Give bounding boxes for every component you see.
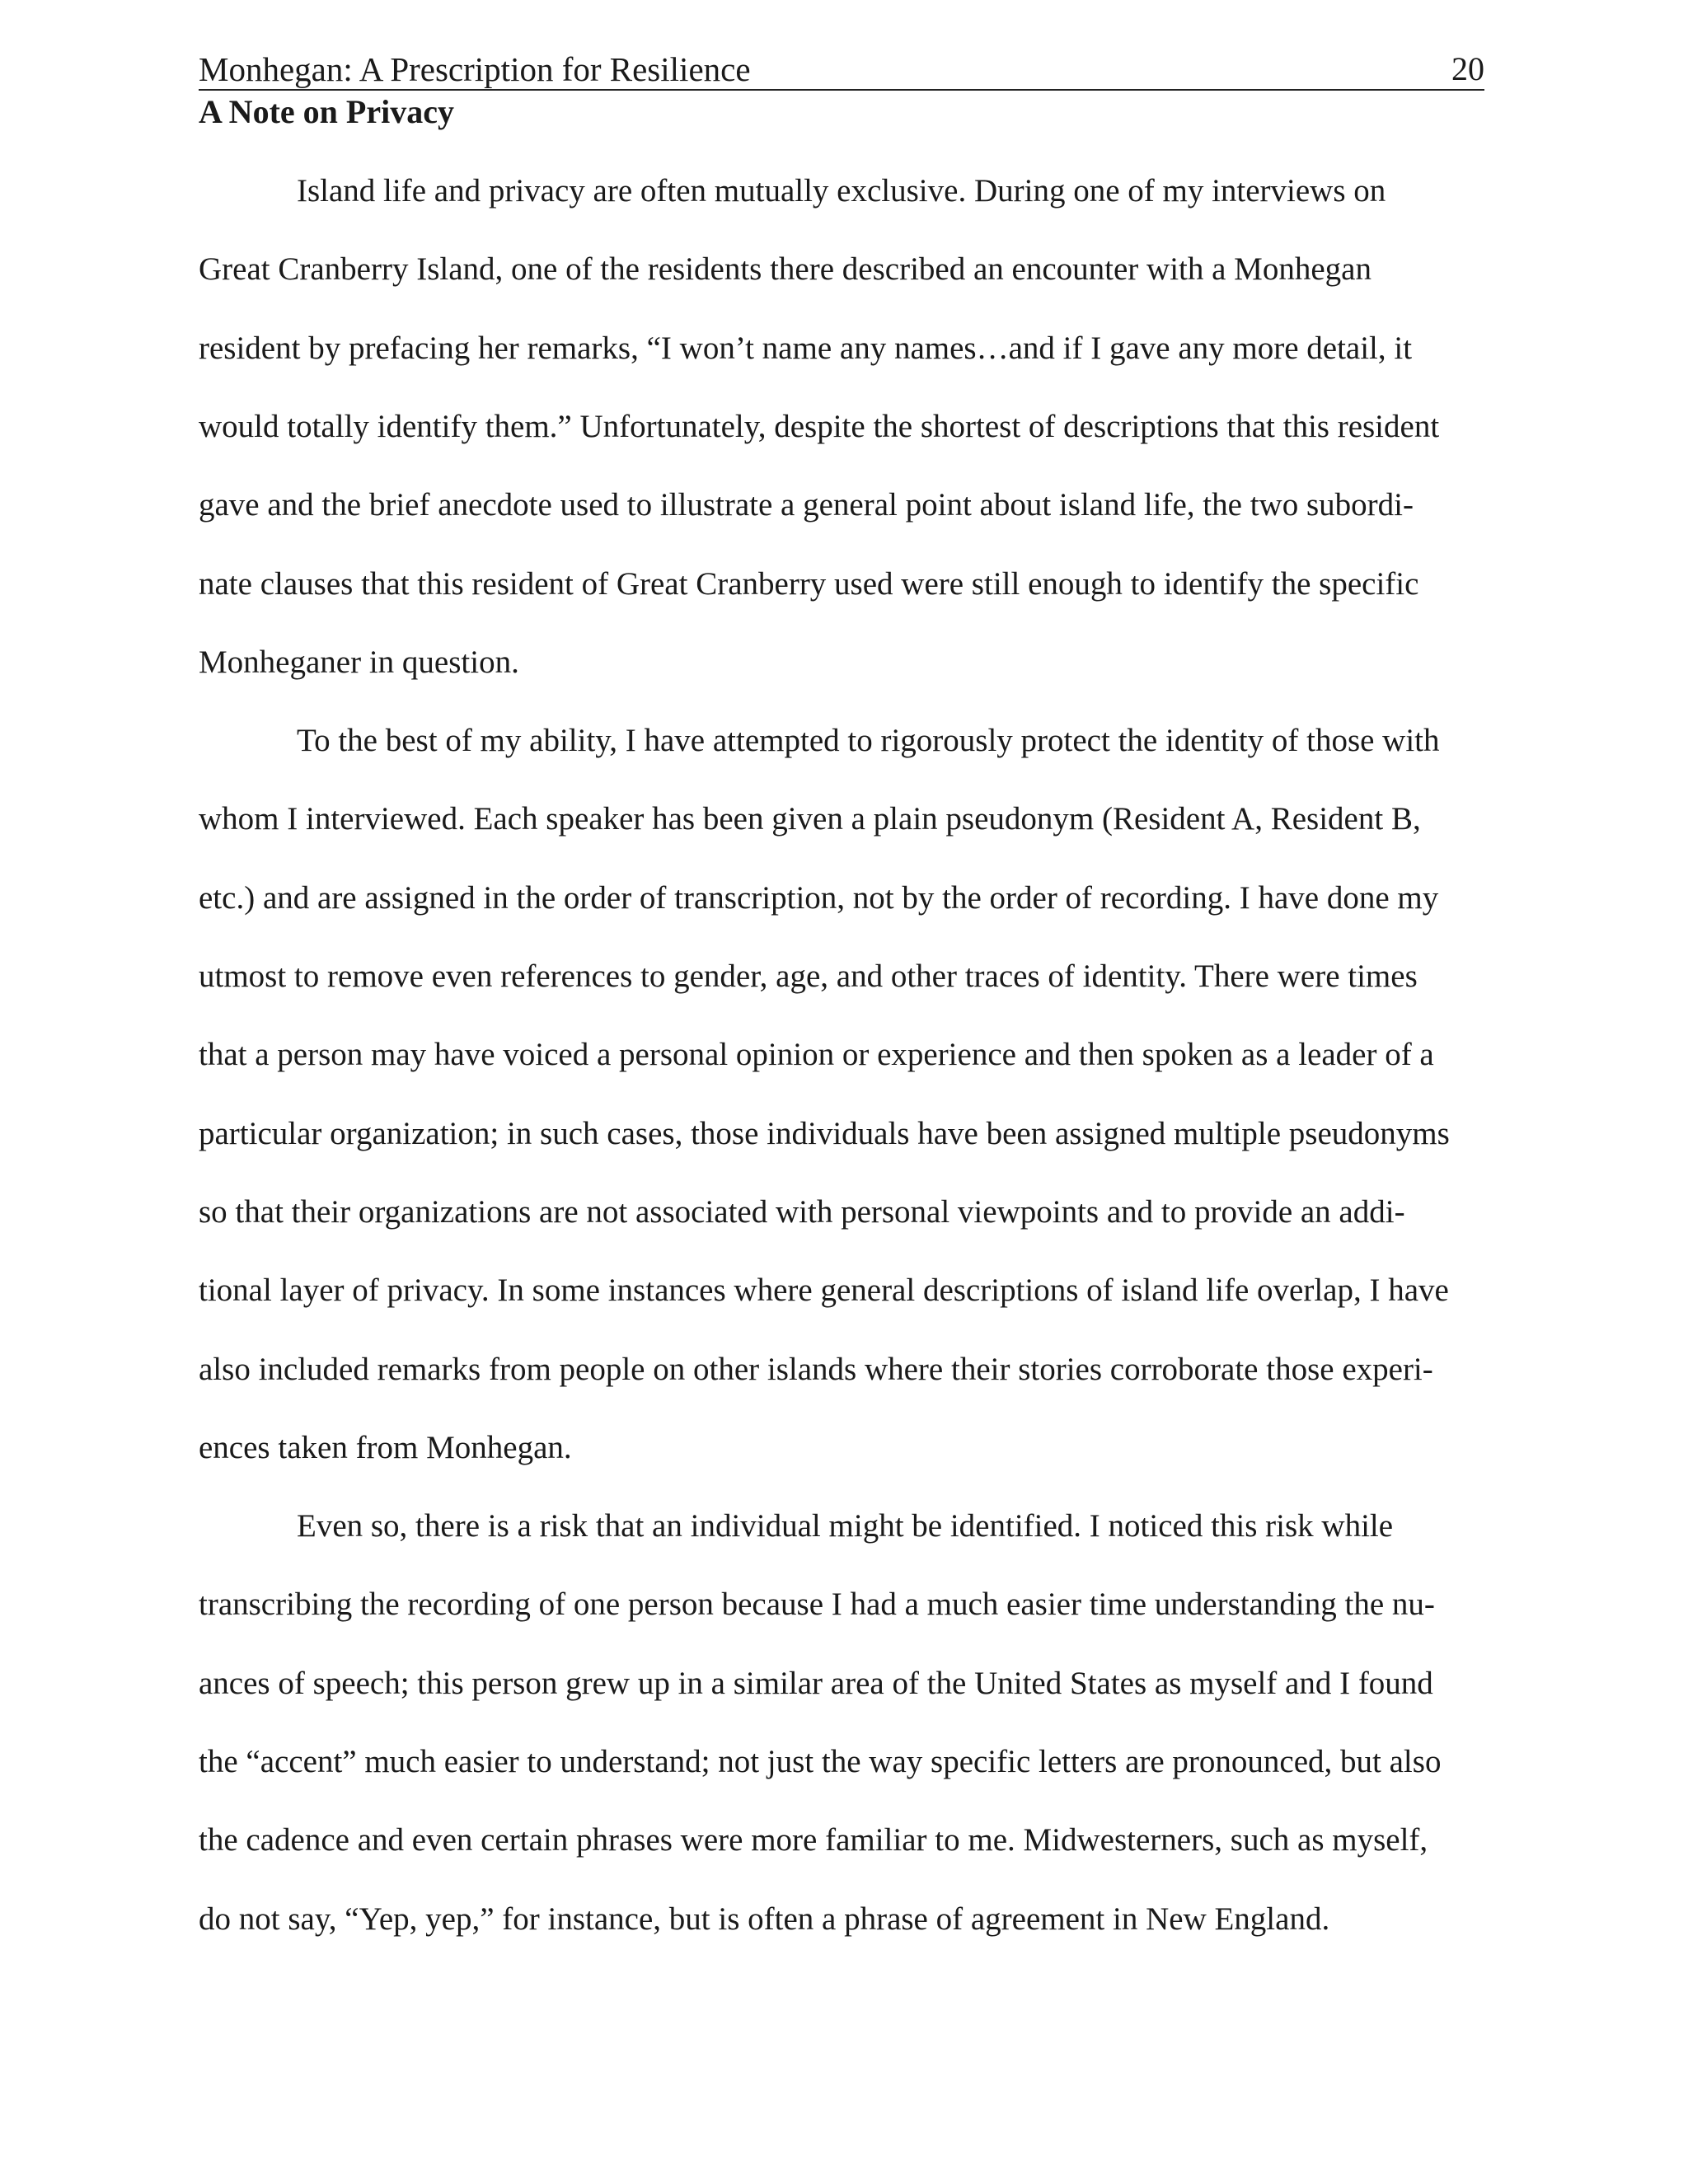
text-line: gave and the brief anecdote used to illustrate a general point about island life, the two subordi- [199,487,1414,523]
section-heading: A Note on Privacy [199,93,454,130]
text-line: do not say, “Yep, yep,” for instance, but is often a phrase of agreement in New England. [199,1900,1330,1937]
text-line: that a person may have voiced a personal opinion or experience and then spoken as a leader of a [199,1037,1434,1073]
text-line: also included remarks from people on other islands where their stories corroborate those experi- [199,1351,1433,1387]
text-line: the “accent” much easier to understand; not just the way specific letters are pronounced, but also [199,1744,1442,1779]
text-line: tional layer of privacy. In some instances where general descriptions of island life overlap, I have [199,1272,1449,1309]
text-line: the cadence and even certain phrases were more familiar to me. Midwesterners, such as myself, [199,1822,1428,1858]
text-line: Great Cranberry Island, one of the residents there described an encounter with a Monhegan [199,251,1372,288]
page-number: 20 [1451,50,1484,87]
text-line: ences taken from Monhegan. [199,1429,572,1465]
text-line: so that their organizations are not associated with personal viewpoints and to provide an addi- [199,1193,1405,1230]
text-line: transcribing the recording of one person because I had a much easier time understanding the nu- [199,1586,1435,1623]
running-title: Monhegan: A Prescription for Resilience [199,50,751,88]
text-line: resident by prefacing her remarks, “I won’t name any names…and if I gave any more detail, it [199,330,1413,366]
text-line: Even so, there is a risk that an individual might be identified. I noticed this risk while [297,1508,1394,1544]
text-line: would totally identify them.” Unfortunately, despite the shortest of descriptions that this resident [199,408,1440,444]
text-line: utmost to remove even references to gender, age, and other traces of identity. There were times [199,958,1418,994]
text-line: nate clauses that this resident of Great Cranberry used were still enough to identify the specific [199,565,1419,602]
text-line: To the best of my ability, I have attempted to rigorously protect the identity of those with [297,723,1440,759]
text-line: particular organization; in such cases, those individuals have been assigned multiple pseudonyms [199,1115,1450,1151]
text-line: Island life and privacy are often mutually exclusive. During one of my interviews on [297,173,1386,209]
text-line: etc.) and are assigned in the order of transcription, not by the order of recording. I have done my [199,879,1439,916]
running-header [199,48,1484,91]
text-line: ances of speech; this person grew up in a similar area of the United States as myself and I found [199,1665,1433,1701]
text-line: Monheganer in question. [199,644,519,680]
text-line: whom I interviewed. Each speaker has been given a plain pseudonym (Resident A, Resident B, [199,801,1421,837]
